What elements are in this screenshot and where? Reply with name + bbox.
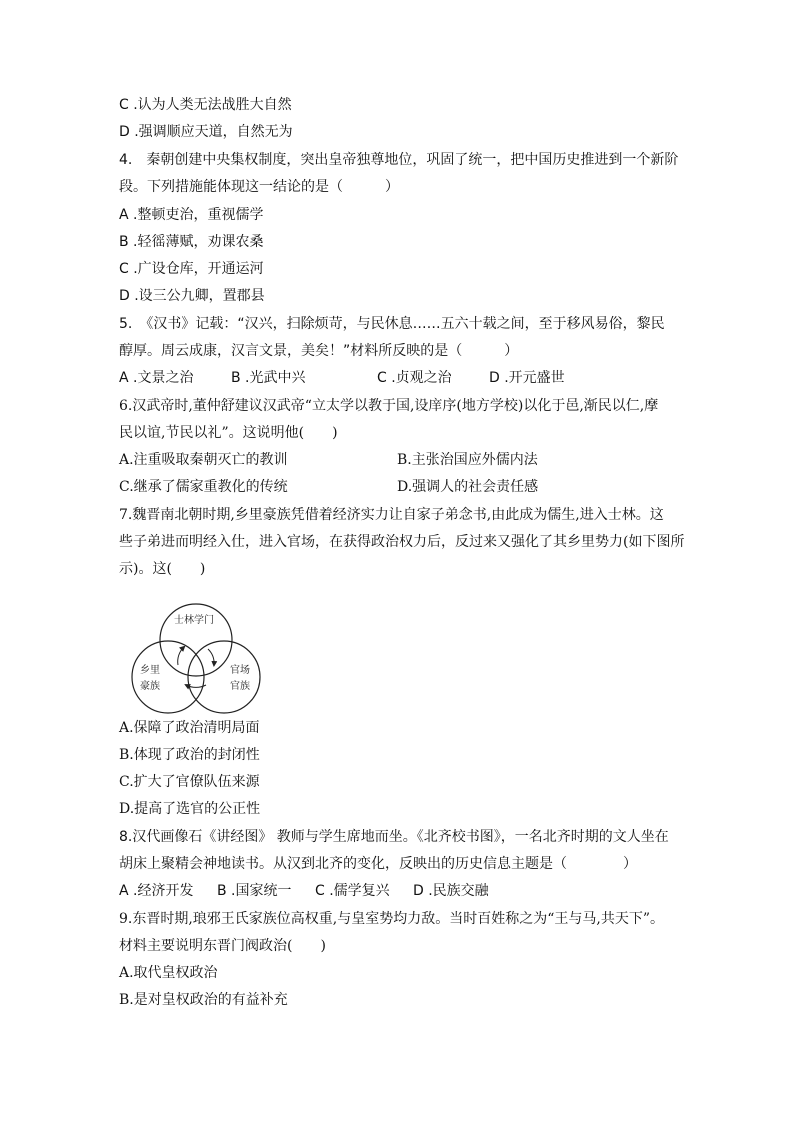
- q6-option-a: A.注重吸取秦朝灭亡的教训: [119, 452, 288, 468]
- cycle-arrow-left: [178, 647, 184, 665]
- q4-option-a: A .整顿吏治，重视儒学: [119, 207, 264, 223]
- venn-diagram: [126, 603, 266, 715]
- diagram-label-xiangli: 乡里: [140, 665, 160, 676]
- q8-option-c: C .儒学复兴: [315, 883, 390, 899]
- q7-option-c: C.扩大了官僚队伍来源: [119, 774, 260, 790]
- q5-stem-line-2: 醇厚。周云成康，汉言文景，美矣！”材料所反映的是（ ）: [119, 343, 519, 359]
- q5-option-b: B .光武中兴: [231, 370, 306, 386]
- q5-option-a: A .文景之治: [119, 370, 194, 386]
- q4-stem-line-2: 段。下列措施能体现这一结论的是（ ）: [119, 179, 399, 195]
- q8-option-d: D .民族交融: [413, 883, 489, 899]
- q6-option-d: D.强调人的社会责任感: [397, 479, 539, 495]
- q4-stem-line-1: 4. 秦朝创建中央集权制度，突出皇帝独尊地位，巩固了统一，把中国历史推进到一个新阶: [119, 152, 679, 168]
- circle-xiangli: [132, 641, 204, 713]
- q8-stem-line-1: 8.汉代画像石《讲经图》 教师与学生席地而坐。《北齐校书图》，一名北齐时期的文人坐在: [119, 829, 669, 845]
- diagram-label-guanchang: 官场: [230, 665, 250, 676]
- diagram-label-shilin: 士林学门: [174, 615, 214, 626]
- q6-option-b: B.主张治国应外儒内法: [397, 452, 538, 468]
- q8-option-a: A .经济开发: [119, 883, 194, 899]
- q8-option-b: B .国家统一: [217, 883, 292, 899]
- q8-stem-line-2: 胡床上聚精会神地读书。从汉到北齐的变化，反映出的历史信息主题是（ ）: [119, 856, 637, 872]
- q9-stem-line-1: 9.东晋时期,琅邪王氏家族位高权重,与皇室势均力敌。当时百姓称之为“王与马,共天下”。: [119, 911, 665, 927]
- q5-stem-line-1: 5. 《汉书》记载：“汉兴，扫除烦苛，与民休息……五六十载之间，至于移风易俗，黎民: [119, 316, 665, 332]
- circle-guanchang: [188, 641, 260, 713]
- q7-option-a: A.保障了政治清明局面: [119, 720, 260, 736]
- q7-option-d: D.提高了选官的公正性: [119, 801, 261, 817]
- q5-option-c: C .贞观之治: [377, 370, 452, 386]
- cycle-arrow-right: [208, 649, 214, 665]
- diagram-label-haozu: 豪族: [140, 681, 160, 692]
- q4-option-d: D .设三公九卿，置郡县: [119, 288, 265, 304]
- q4-option-b: B .轻徭薄赋，劝课农桑: [119, 234, 264, 250]
- q6-stem-line-2: 民以谊,节民以礼”。这说明他( ): [119, 425, 338, 441]
- q6-stem-line-1: 6.汉武帝时,董仲舒建议汉武帝“立太学以教于国,设庠序(地方学校)以化于邑,渐民以仁,摩: [119, 398, 659, 414]
- q6-option-c: C.继承了儒家重教化的传统: [119, 479, 288, 495]
- q7-stem-line-1: 7.魏晋南北朝时期,乡里豪族凭借着经济实力让自家子弟念书,由此成为儒生,进入士林。这: [119, 507, 664, 523]
- q3-option-c: C .认为人类无法战胜大自然: [119, 97, 292, 113]
- q4-option-c: C .广设仓库，开通运河: [119, 261, 264, 277]
- q9-option-a: A.取代皇权政治: [119, 965, 218, 981]
- q7-stem-line-3: 示)。这( ): [119, 561, 206, 577]
- q7-option-b: B.体现了政治的封闭性: [119, 747, 260, 763]
- q9-stem-line-2: 材料主要说明东晋门阀政治( ): [119, 938, 326, 954]
- q3-option-d: D .强调顺应天道，自然无为: [119, 124, 293, 140]
- diagram-label-guanzu: 官族: [230, 681, 250, 692]
- q9-option-b: B.是对皇权政治的有益补充: [119, 992, 288, 1008]
- q5-option-d: D .开元盛世: [489, 370, 565, 386]
- q7-stem-line-2: 些子弟进而明经入仕，进入官场，在获得政治权力后，反过来又强化了其乡里势力(如下图所: [119, 534, 685, 550]
